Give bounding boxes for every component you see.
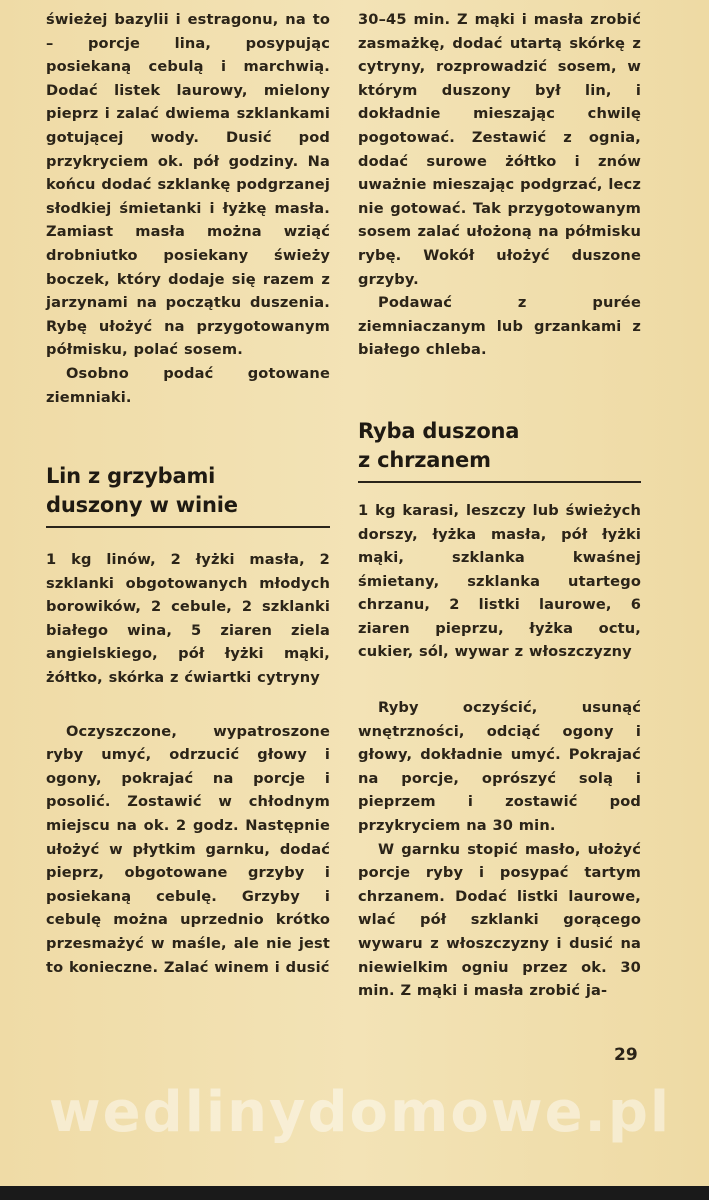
- recipe-title-right-line1: Ryba duszona: [358, 418, 520, 443]
- continuation-paragraph: 30–45 min. Z mąki i masła zrobić zasmażkę, dodać utartą skórkę z cytryny, rozprowadzić sosem, w którym duszony był lin, i dokładnie mieszając chwilę pogotować. Zestawić z ognia, dodać surowe żółtko i znów uważnie mieszając podgrzać, lecz nie gotować. Tak przygotowanym sosem zalać ułożoną na półmisku rybę. Wokół ułożyć duszone grzyby.: [358, 11, 641, 288]
- right-column: [358, 0, 641, 1003]
- intro-paragraph: świeżej bazylii i estragonu, na to – porcje lina, posypując posiekaną cebulą i marchwią. Dodać listek laurowy, mielony pieprz i zalać dwiema szklankami gotującej wody. Dusić pod przykryciem ok. pół godziny. Na końcu dodać szklankę podgrzanej słodkiej śmietanki i łyżkę masła. Zamiast masła można wziąć drobniutko posiekany świeży boczek, który dodaje się razem z jarzynami na początku duszenia. Rybę ułożyć na przygotowanym półmisku, polać sosem.: [46, 11, 330, 359]
- serving-note-right: Podawać z purée ziemniaczanym lub grzankami z białego chleba.: [358, 294, 641, 359]
- method-paragraph-right-2: W garnku stopić masło, ułożyć porcje ryby i posypać tartym chrzanem. Dodać listki laurowe, wlać pół szklanki gorącego wywaru z włoszczyzny i dusić na niewielkim ogniu przez ok. 30 min. Z mąki i masła zrobić ja-: [358, 840, 641, 1000]
- page-edge: [0, 1186, 709, 1200]
- ingredients-list-right: 1 kg karasi, leszczy lub świeżych dorszy, łyżka masła, pół łyżki mąki, szklanka kwaśnej śmietany, szklanka utartego chrzanu, 2 listki laurowe, 6 ziaren pieprzu, łyżka octu, cukier, sól, wywar z włoszczyzny: [358, 501, 641, 661]
- recipe-title-right: [358, 417, 641, 475]
- method-paragraph-right-1: Ryby oczyścić, usunąć wnętrzności, odciąć ogony i głowy, dokładnie umyć. Pokrajać na porcje, oprószyć solą i pieprzem i zostawić pod przykryciem na 30 min.: [358, 699, 641, 835]
- serving-note: Osobno podać gotowane ziemniaki.: [46, 364, 330, 406]
- method-paragraph: Oczyszczone, wypatroszone ryby umyć, odrzucić głowy i ogony, pokrajać na porcje i posolić. Zostawić w chłodnym miejscu na ok. 2 godz. Następnie ułożyć w płytkim garnku, dodać pieprz, obgotowane grzyby i posiekaną cebulę. Grzyby i cebulę można uprzednio krótko przesmażyć w maśle, ale nie jest to konieczne. Zalać winem i dusić: [46, 722, 330, 976]
- left-column: [46, 0, 330, 979]
- ingredients-block: [46, 548, 330, 690]
- recipe-title: [46, 462, 330, 520]
- watermark: wedlinydomowe.pl: [48, 1080, 672, 1145]
- recipe-title-right-line2: z chrzanem: [358, 447, 491, 472]
- ingredients-list: 1 kg linów, 2 łyżki masła, 2 szklanki obgotowanych młodych borowików, 2 cebule, 2 szklanki białego wina, 5 ziaren ziela angielskiego, pół łyżki mąki, żółtko, skórka z ćwiartki cytryny: [46, 551, 330, 687]
- recipe-title-line1: Lin z grzybami: [46, 464, 216, 489]
- recipe-title-line2: duszony w winie: [46, 493, 238, 518]
- page-number: 29: [614, 1045, 638, 1065]
- ingredients-block-right: [358, 499, 641, 664]
